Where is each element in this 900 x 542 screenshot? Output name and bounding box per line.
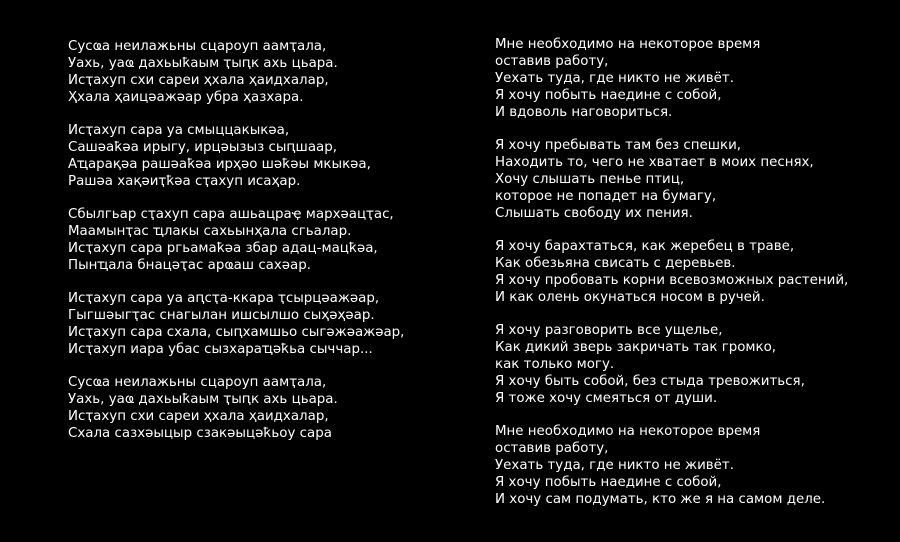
russian-stanza-1 [495, 36, 848, 121]
poem-line: Сусҩа неилажьны сцароуп аамҭала, [68, 375, 327, 390]
poem-line: Я хочу пробовать корни всевозможных растений, [495, 273, 849, 288]
poem-line: Аҵарақәа рашәаҟәа ирҳәо шәҟәы мкыкәа, [68, 157, 371, 172]
poem-line: Мне необходимо на некоторое время [495, 424, 761, 439]
poem-line: И хочу сам подумать, кто же я на самом деле. [495, 492, 826, 507]
russian-stanza-3 [495, 238, 848, 306]
poem-line: Уахь, уаҩ дахьыҟаым ҭыԥк ахь цьара. [68, 392, 338, 407]
poem-line: Гыгшәыгҭас снагылан ишсылшо сыҳәҳәар. [68, 308, 375, 323]
poem-line: Я хочу побыть наедине с собой, [495, 88, 722, 103]
poem-line: Исҭахуп сара ргьамаҟәа збар адац-мацҟәа, [68, 241, 378, 256]
poem-line: И вдоволь наговориться. [495, 105, 673, 120]
abkhaz-stanza-1 [68, 38, 404, 106]
poem-line: Я хочу барахтаться, как жеребец в траве, [495, 239, 795, 254]
russian-stanza-5 [495, 423, 848, 508]
poem-line: Сашәаҟәа ирыгу, ирцәызыз сыԥшаар, [68, 140, 337, 155]
poem-line: Исҭахуп схи сареи ҳхала ҳаидхалар, [68, 409, 329, 424]
poem-line: Как обезьяна свисать с деревьев. [495, 256, 736, 271]
russian-stanza-4 [495, 322, 848, 407]
poem-line: Я хочу побыть наедине с собой, [495, 475, 722, 490]
poem-line: Сусҩа неилажьны сцароуп аамҭала, [68, 39, 327, 54]
poem-line: Ҳхала ҳаицәажәар убра ҳазхара. [68, 90, 304, 105]
poem-line: Уехать туда, где никто не живёт. [495, 71, 734, 86]
poem-line: Исҭахуп сара уа смыццакыкәа, [68, 123, 290, 138]
poem-line: Находить то, чего не хватает в моих песнях, [495, 155, 814, 170]
poem-abkhaz-column [68, 38, 404, 458]
russian-stanza-2 [495, 137, 848, 222]
abkhaz-stanza-5 [68, 374, 404, 442]
poem-line: оставив работу, [495, 54, 609, 69]
poem-line: Уахь, уаҩ дахьыҟаым ҭыԥк ахь цьара. [68, 56, 338, 71]
poem-line: Как дикий зверь закричать так громко, [495, 340, 777, 355]
poem-line: как только могу. [495, 357, 615, 372]
poem-russian-column [495, 36, 848, 524]
poem-line: Сбылгьар сҭахуп сара ашьацраҿ мархәацҭас, [68, 207, 394, 222]
poem-line: Пынҵала бнацәҭас арҩаш сахәар. [68, 258, 312, 273]
poem-line: Исҭахуп сара уа аԥсҭа-ккара ҭсырцәажәар, [68, 291, 380, 306]
poem-line: Я хочу пребывать там без спешки, [495, 138, 742, 153]
abkhaz-stanza-3 [68, 206, 404, 274]
poem-line: Уехать туда, где никто не живёт. [495, 458, 734, 473]
poem-line: Я тоже хочу смеяться от души. [495, 391, 718, 406]
poem-line: Исҭахуп иара убас сызхараҵәҟьа сычча​р... [68, 342, 373, 357]
abkhaz-stanza-4 [68, 290, 404, 358]
poem-line: Я хочу разговорить все ущелье, [495, 323, 723, 338]
poem-line: Рашәа хақәиҭҟәа сҭахуп исаҳар. [68, 174, 301, 189]
poem-line: которое не попадет на бумагу, [495, 189, 717, 204]
poem-line: Мне необходимо на некоторое время [495, 37, 761, 52]
poem-line: Хочу слышать пенье птиц, [495, 172, 685, 187]
poem-line: И как олень окунаться носом в ручей. [495, 290, 765, 305]
poem-line: Маамынҭас ҵлакы сахьынҳала сгьалар. [68, 224, 352, 239]
poem-line: оставив работу, [495, 441, 609, 456]
poem-line: Я хочу быть собой, без стыда тревожиться, [495, 374, 805, 389]
poem-line: Схала сазхәыцыр сзакәыцәҟьоу сара [68, 426, 332, 441]
poem-line: Исҭахуп схи сареи ҳхала ҳаидхалар, [68, 73, 329, 88]
abkhaz-stanza-2 [68, 122, 404, 190]
poem-line: Слышать свободу их пения. [495, 206, 693, 221]
poem-line: Исҭахуп сара схала, сыԥхамшьо сыгәжәажәар, [68, 325, 405, 340]
